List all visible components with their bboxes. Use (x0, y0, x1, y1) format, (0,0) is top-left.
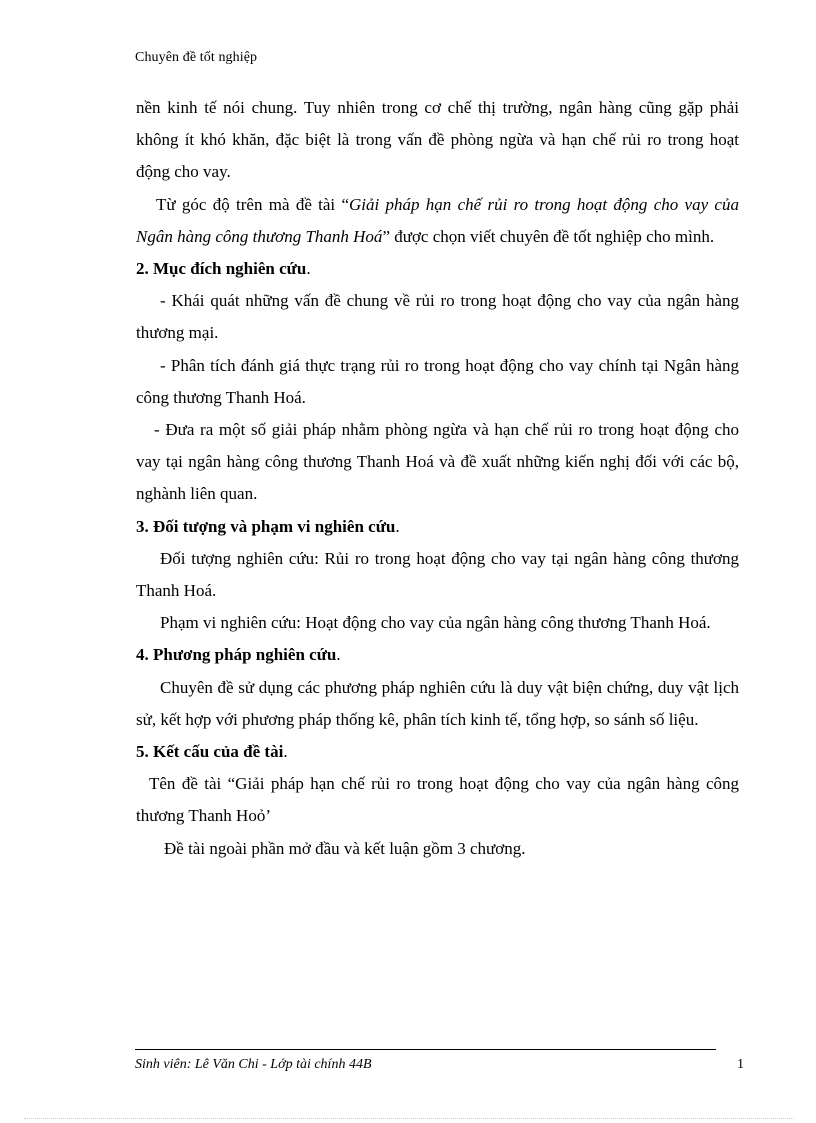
paragraph-purpose-2: - Phân tích đánh giá thực trạng rủi ro trong hoạt động cho vay chính tại Ngân hàng công thương Thanh Hoá. (136, 355, 739, 407)
heading-research-method (136, 639, 739, 671)
paragraph-structure-chapters: Đề tài ngoài phần mở đầu và kết luận gồm 3 chương. (164, 838, 526, 858)
heading-dot: . (283, 742, 288, 762)
paragraph-purpose-3: - Đưa ra một số giải pháp nhằm phòng ngừa và hạn chế rủi ro trong hoạt động cho vay tại ngân hàng công thương Thanh Hoá và đề xuất những kiến nghị đối với các bộ, nghành liên quan. (136, 420, 739, 504)
document-body (136, 92, 739, 865)
topic-title-italic: Giải pháp hạn chế rủi ro trong hoạt động cho vay của Ngân hàng công thương Thanh Hoá (136, 194, 739, 246)
heading-research-scope-text: 3. Đối tượng và phạm vi nghiên cứu (136, 516, 396, 536)
paragraph-method: Chuyên đề sử dụng các phương pháp nghiên cứu là duy vật biện chứng, duy vật lịch sử, kết hợp với phương pháp thống kê, phân tích kinh tế, tổng hợp, so sánh số liệu. (136, 677, 739, 729)
page-number: 1 (737, 1057, 744, 1072)
heading-structure-text: 5. Kết cấu của đề tài (136, 742, 284, 762)
footer-divider (135, 1049, 716, 1050)
heading-dot: . (306, 259, 311, 279)
heading-research-purpose (136, 253, 739, 285)
heading-dot: . (395, 516, 400, 536)
paragraph-research-subject: Đối tượng nghiên cứu: Rủi ro trong hoạt động cho vay tại ngân hàng công thương Thanh Hoá. (136, 548, 739, 601)
page-bottom-dotted-border (24, 1118, 794, 1119)
heading-research-purpose-text: 2. Mục đích nghiên cứu (136, 259, 307, 279)
topic-text-after: ” được chọn viết chuyên đề tốt nghiệp cho mình. (382, 226, 715, 246)
page-header-title: Chuyên đề tốt nghiệp (135, 50, 258, 65)
footer-student-info: Sinh viên: Lê Văn Chi - Lớp tài chính 44B (135, 1057, 372, 1072)
paragraph-purpose-1: - Khái quát những vấn đề chung về rủi ro trong hoạt động cho vay của ngân hàng thương mại. (136, 291, 739, 343)
heading-structure (136, 736, 739, 768)
heading-dot: . (336, 645, 341, 665)
paragraph-topic (136, 189, 739, 253)
paragraph-intro: nền kinh tế nói chung. Tuy nhiên trong cơ chế thị trường, ngân hàng cũng gặp phải không ít khó khăn, đặc biệt là trong vấn đề phòng ngừa và hạn chế rủi ro trong hoạt động cho vay. (136, 98, 739, 182)
heading-research-method-text: 4. Phương pháp nghiên cứu (136, 645, 337, 665)
paragraph-structure-title: Tên đề tài “Giải pháp hạn chế rủi ro trong hoạt động cho vay của ngân hàng công thương Thanh Hoỏ’ (136, 774, 739, 826)
heading-research-scope (136, 511, 739, 543)
topic-text-before: Từ góc độ trên mà đề tài “ (156, 194, 349, 214)
paragraph-research-range: Phạm vi nghiên cứu: Hoạt động cho vay của ngân hàng công thương Thanh Hoá. (160, 613, 711, 633)
